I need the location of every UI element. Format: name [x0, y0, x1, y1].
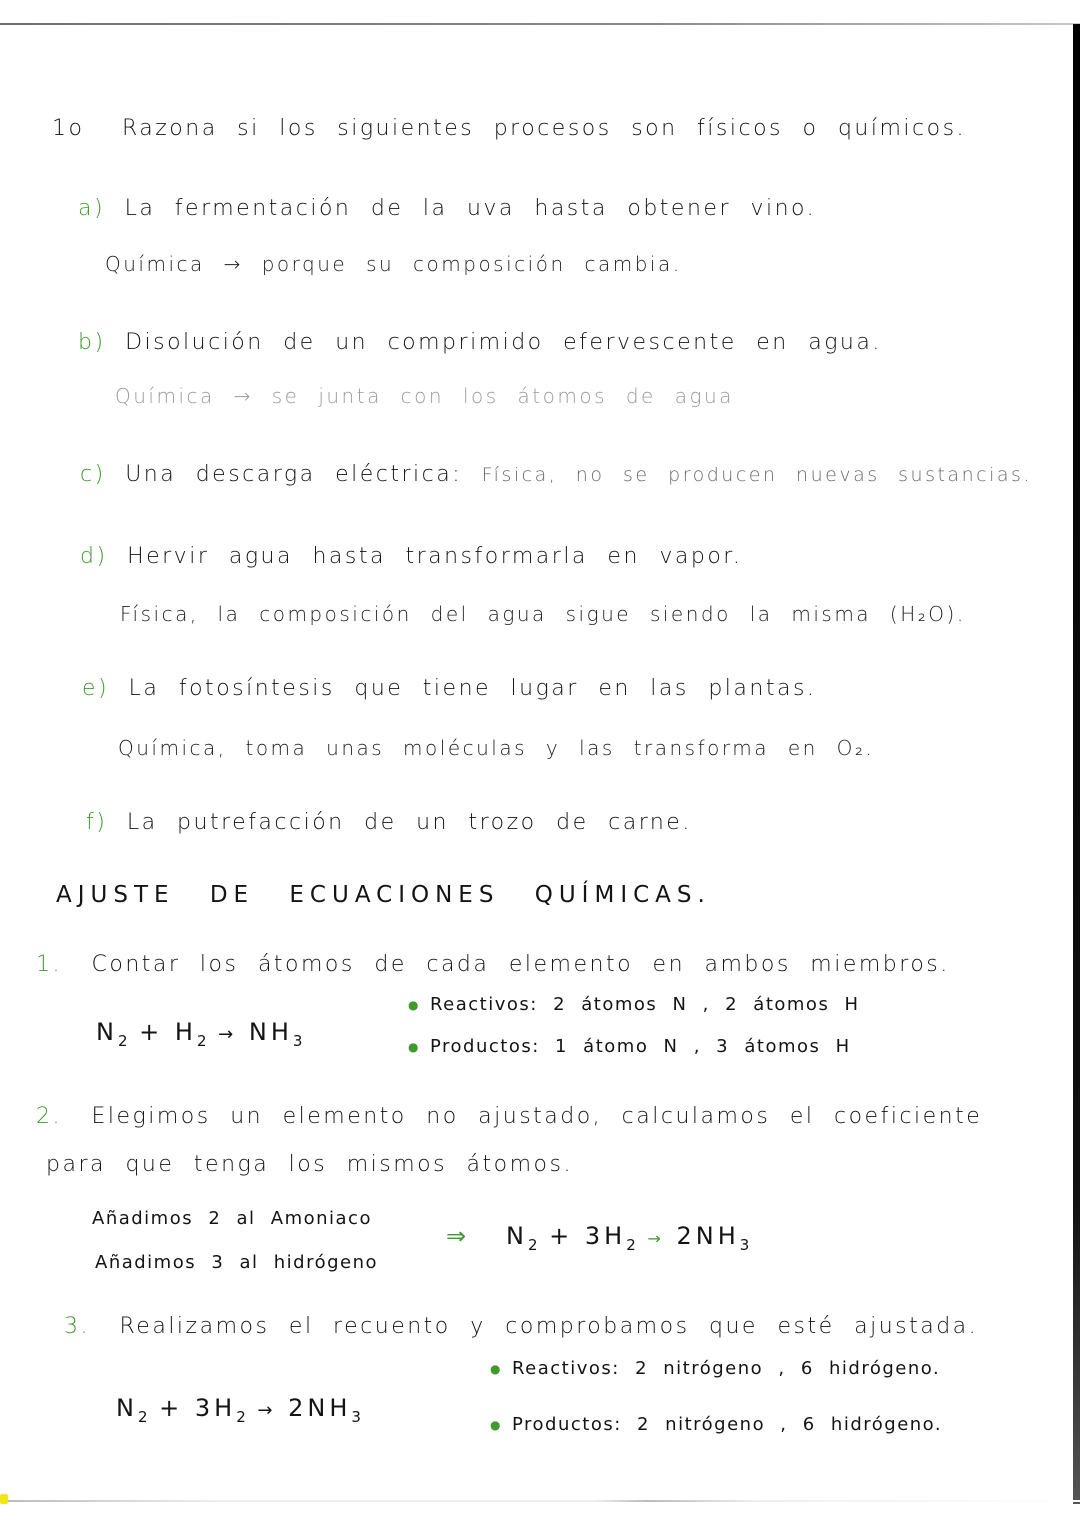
reaction-arrow-icon: → — [257, 1400, 277, 1421]
step-3-equation — [116, 1394, 361, 1426]
reaction-arrow-icon: → — [647, 1229, 665, 1248]
bullet-icon: ● — [490, 1418, 502, 1432]
step-2-note-ammonia: Añadimos 2 al Amoniaco — [92, 1208, 372, 1229]
subscript: 2 — [527, 1235, 538, 1254]
item-label: d) — [80, 544, 108, 569]
step-1-products-count — [408, 1036, 851, 1057]
item-label: f) — [86, 810, 108, 835]
item-label: e) — [82, 676, 110, 701]
formula-n2: N — [506, 1222, 528, 1250]
item-answer: Física, no se producen nuevas sustancias. — [481, 464, 1032, 486]
yellow-mark — [0, 1494, 8, 1504]
reaction-arrow-icon: → — [218, 1024, 238, 1045]
formula-h2: H — [174, 1018, 197, 1046]
item-b-answer: Química → se junta con los átomos de agua — [115, 384, 734, 408]
step-3-reactants-count — [490, 1358, 940, 1379]
coefficient: 2 — [676, 1222, 696, 1250]
subscript: 2 — [137, 1407, 148, 1426]
bullet-icon: ● — [408, 1040, 420, 1054]
subscript: 3 — [739, 1235, 750, 1254]
step-2-note-hydrogen: Añadimos 3 al hidrógeno — [95, 1252, 379, 1273]
subscript: 2 — [626, 1235, 636, 1254]
page-top-edge — [0, 23, 1080, 25]
exercise-prompt: Razona si los siguientes procesos son físicos o químicos. — [121, 116, 967, 141]
step-2-line2: para que tenga los mismos átomos. — [46, 1152, 573, 1177]
formula-nh3: NH — [248, 1018, 293, 1046]
count-text: Productos: 2 nitrógeno , 6 hidrógeno. — [511, 1414, 943, 1435]
coefficient: 2 — [288, 1394, 308, 1422]
formula-h2: H — [214, 1394, 237, 1422]
plus-sign: + — [549, 1222, 574, 1250]
bullet-icon: ● — [408, 998, 420, 1012]
coefficient: 3 — [584, 1222, 605, 1250]
step-number: 3. — [64, 1314, 90, 1339]
step-3 — [64, 1314, 978, 1339]
item-question: Disolución de un comprimido efervescente en agua. — [125, 330, 882, 355]
item-question: La putrefacción de un trozo de carne. — [126, 810, 692, 835]
step-1 — [36, 952, 950, 977]
coefficient: 3 — [194, 1394, 215, 1422]
step-2-equation — [506, 1222, 749, 1254]
exercise-heading — [52, 116, 966, 141]
item-label: c) — [80, 462, 106, 487]
subscript: 3 — [351, 1407, 361, 1426]
subscript: 2 — [236, 1407, 246, 1426]
item-a-question — [78, 196, 816, 221]
step-number: 2. — [36, 1104, 62, 1129]
item-d-question — [80, 544, 742, 569]
item-b-question — [78, 330, 882, 355]
formula-nh3: NH — [307, 1394, 352, 1422]
count-text: Productos: 1 átomo N , 3 átomos H — [429, 1036, 851, 1057]
step-text: Realizamos el recuento y comprobamos que esté ajustada. — [119, 1314, 979, 1339]
item-e-question — [82, 676, 816, 701]
item-question: La fotosíntesis que tiene lugar en las plantas. — [128, 676, 817, 701]
step-2 — [36, 1104, 982, 1129]
item-f-question — [86, 810, 692, 835]
plus-sign: + — [139, 1018, 164, 1046]
step-number: 1. — [36, 952, 62, 977]
item-label: a) — [78, 196, 106, 221]
subscript: 2 — [117, 1031, 128, 1050]
step-1-reactants-count — [408, 994, 860, 1015]
item-label: b) — [78, 330, 106, 355]
bullet-icon: ● — [490, 1362, 502, 1376]
step-3-products-count — [490, 1414, 942, 1435]
count-text: Reactivos: 2 nitrógeno , 6 hidrógeno. — [511, 1358, 941, 1379]
step-text-line1: Elegimos un elemento no ajustado, calculamos el coeficiente — [91, 1104, 983, 1129]
formula-h2: H — [604, 1222, 627, 1250]
item-a-answer: Química → porque su composición cambia. — [105, 252, 682, 276]
count-text: Reactivos: 2 átomos N , 2 átomos H — [429, 994, 860, 1015]
page-bottom-edge — [0, 1500, 1080, 1502]
subscript: 3 — [292, 1031, 303, 1050]
formula-n2: N — [96, 1018, 118, 1046]
section-title: AJUSTE DE ECUACIONES QUÍMICAS. — [56, 882, 711, 908]
item-e-answer: Química, toma unas moléculas y las transforma en O₂. — [118, 736, 875, 760]
step-text: Contar los átomos de cada elemento en ambos miembros. — [91, 952, 950, 977]
page-right-edge — [1073, 24, 1080, 1504]
item-question: Hervir agua hasta transformarla en vapor. — [127, 544, 743, 569]
formula-nh3: NH — [695, 1222, 740, 1250]
item-question: Una descarga eléctrica: — [125, 462, 463, 487]
item-d-answer: Física, la composición del agua sigue siendo la misma (H₂O). — [120, 602, 966, 626]
subscript: 2 — [196, 1031, 207, 1050]
item-question: La fermentación de la uva hasta obtener vino. — [124, 196, 817, 221]
implies-arrow-icon: ⇒ — [446, 1222, 471, 1250]
item-c-question — [80, 462, 1032, 487]
plus-sign: + — [159, 1394, 184, 1422]
step-1-equation — [96, 1018, 302, 1050]
formula-n2: N — [116, 1394, 138, 1422]
exercise-number: 1o — [52, 116, 85, 141]
